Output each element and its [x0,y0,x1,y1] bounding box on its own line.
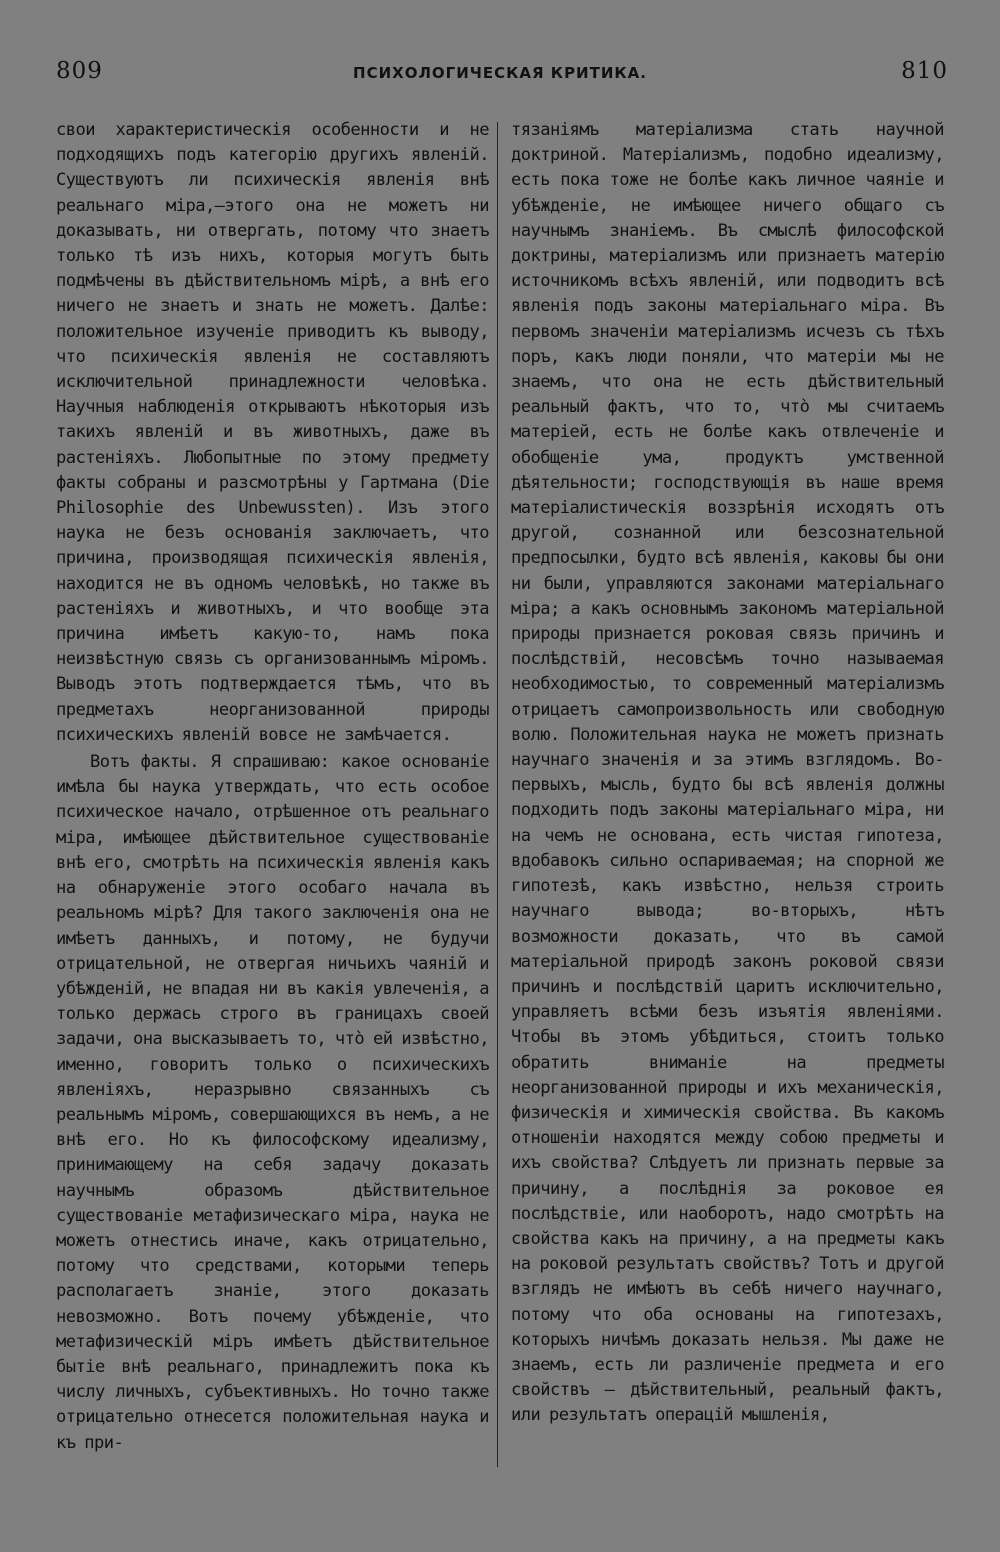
left-paragraph-2: Вотъ факты. Я спрашиваю: какое основаніе имѣла бы наука утверждать, что есть особое психическое начало, отрѣшенное отъ реальнаго міра, имѣющее дѣйствительное существованіе внѣ его, смотрѣть на психическія явленія какъ на обнаруженіе этого особаго начала въ реальномъ мірѣ? Для такого заключенія она не имѣетъ данныхъ, и потому, не будучи отрицательной, не отвергая ничьихъ чаяній и убѣжденій, не впадая ни въ какія увлеченія, а только держась строго въ границахъ своей задачи, она высказываетъ то, что̀ ей извѣстно, именно, говоритъ только о психическихъ явленіяхъ, неразрывно связанныхъ съ реальнымъ міромъ, совершающихся въ немъ, а не внѣ его. Но къ философскому идеализму, принимающему на себя задачу доказать научнымъ образомъ дѣйствительное существованіе метафизическаго міра, наука не можетъ отнестись иначе, какъ отрицательно, потому что средствами, которыми теперь располагаетъ знаніе, этого доказать невозможно. Вотъ почему убѣжденіе, что метафизическій міръ имѣетъ дѣйствительное бытіе внѣ реальнаго, принадлежитъ пока къ числу личныхъ, субъективныхъ. Но точно также отрицательно отнесется положительная наука и къ при- [56,752,489,1453]
running-title: ПСИХОЛОГИЧЕСКАЯ КРИТИКА. [353,64,647,82]
left-paragraph-1: свои характеристическія особенности и не подходящихъ подъ категорію другихъ явленій. Существуютъ ли психическія явленія внѣ реальнаго міра,—этого она не можетъ ни доказывать, ни отвергать, потому что знаетъ только тѣ изъ нихъ, которыя могутъ быть подмѣчены въ дѣйствительномъ мірѣ, а внѣ его ничего не знаетъ и знать не можетъ. Далѣе: положительное изученіе приводитъ къ выводу, что психическія явленія не составляютъ исключительной принадлежности человѣка. Научныя наблюденія открываютъ нѣкоторыя изъ такихъ явленій и въ животныхъ, даже въ растеніяхъ. Любопытные по этому предмету факты собраны и разсмотрѣны у Гартмана (Die Philosophie des Unbewussten). Изъ этого наука не безъ основанія заключаетъ, что причина, производящая психическія явленія, находится не въ одномъ человѣкѣ, но также въ растеніяхъ и животныхъ, и что вообще эта причина имѣетъ какую-то, намъ пока неизвѣстную связь съ организованнымъ міромъ. Выводъ этотъ подтверждается тѣмъ, что въ предметахъ неорганизованной природы психическихъ явленій вовсе не замѣчается. [56,120,489,745]
left-column [56,118,489,1456]
page-header [52,58,948,92]
page-number-right: 810 [901,58,948,84]
right-paragraph-1: тязаніямъ матеріализма стать научной доктриной. Матеріализмъ, подобно идеализму, есть пока тоже не болѣе какъ личное чаяніе и убѣжденіе, не имѣющее ничего общаго съ научнымъ знаніемъ. Въ смыслѣ философской доктрины, матеріализмъ или признаетъ матерію источникомъ всѣхъ явленій, или подводитъ всѣ явленія подъ законы матеріальнаго міра. Въ первомъ значеніи матеріализмъ исчезъ съ тѣхъ поръ, какъ люди поняли, что матеріи мы не знаемъ, что она не есть дѣйствительный реальный фактъ, что то, что̀ мы считаемъ матеріей, есть не болѣе какъ отвлеченіе и обобщеніе ума, продуктъ умственной дѣятельности; господствующія въ наше время матеріалистическія воззрѣнія исходятъ отъ другой, сознанной или безсознательной предпосылки, будто всѣ явленія, каковы бы они ни были, управляются законами матеріальнаго міра; а какъ основнымъ закономъ матеріальной природы признается роковая связь причинъ и послѣдствій, несовсѣмъ точно называемая необходимостью, то современный матеріализмъ отрицаетъ самопроизвольность или свободную волю. Положительная наука не можетъ признать научнаго значенія и за этимъ взглядомъ. Во-первыхъ, мысль, будто бы всѣ явленія должны подходить подъ законы матеріальнаго міра, ни на чемъ не основана, есть чистая гипотеза, вдобавокъ сильно оспариваемая; на спорной же гипотезѣ, какъ извѣстно, нельзя строить научнаго вывода; во-вторыхъ, нѣтъ возможности доказать, что въ самой матеріальной природѣ законъ роковой связи причинъ и послѣдствій царитъ исключительно, управляетъ всѣми безъ изъятія явленіями. Чтобы въ этомъ убѣдиться, стоитъ только обратить вниманіе на предметы неорганизованной природы и ихъ механическія, физическія и химическія свойства. Въ какомъ отношеніи находятся между собою предметы и ихъ свойства? Слѣдуетъ ли признать первые за причину, а послѣднія за роковое ея послѣдствіе, или наоборотъ, надо смотрѣть на свойства какъ на причину, а на предметы какъ на роковой результатъ свойствъ? Тотъ и другой взглядъ не имѣютъ въ себѣ ничего научнаго, потому что оба основаны на гипотезахъ, которыхъ ничѣмъ доказать нельзя. Мы даже не знаемъ, есть ли различеніе предмета и его свойствъ — дѣйствительный, реальный фактъ, или результатъ операцій мышленія, [511,120,944,1426]
right-column [511,118,944,1429]
page-number-left: 809 [56,58,103,84]
column-divider [497,122,498,1467]
